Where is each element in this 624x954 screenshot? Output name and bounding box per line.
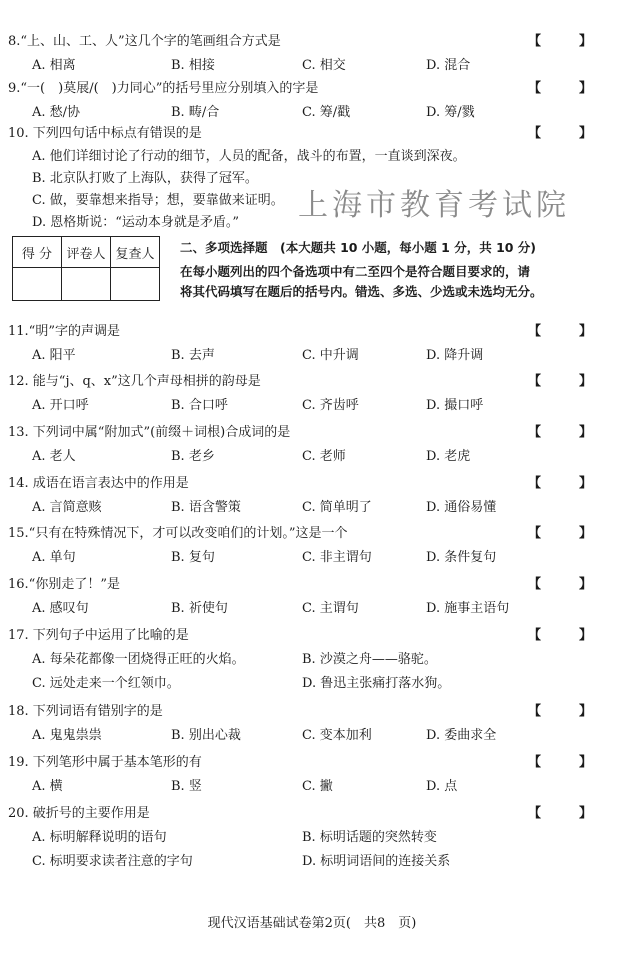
- score-header: 得 分: [13, 237, 62, 268]
- question-11: [8, 320, 618, 368]
- option-d: D. 标明词语间的连接关系: [302, 854, 451, 869]
- option-c: C. 远处走来一个红领巾。: [32, 676, 180, 691]
- option-b: B. 别出心裁: [171, 728, 241, 743]
- reviewer-cell: [111, 268, 160, 301]
- question-stem: 9.“一( )莫展/( )力同心”的括号里应分别填入的字是: [8, 81, 319, 96]
- option-c: C. 撇: [302, 779, 333, 794]
- option-a: A. 单句: [32, 550, 76, 565]
- option-b: B. 北京队打败了上海队，获得了冠军。: [32, 171, 258, 186]
- option-b: B. 复句: [171, 550, 215, 565]
- question-8: [8, 30, 618, 78]
- option-d: D. 点: [426, 779, 458, 794]
- question-stem: 11.“明”字的声调是: [8, 324, 120, 339]
- option-d: D. 撮口呼: [426, 398, 484, 413]
- option-a: A. 老人: [32, 449, 76, 464]
- option-c: C. 非主谓句: [302, 550, 372, 565]
- answer-bracket: 【 】: [528, 126, 592, 141]
- answer-bracket: 【 】: [528, 806, 592, 821]
- option-a: A. 标明解释说明的语句: [32, 830, 167, 845]
- option-c: C. 标明要求读者注意的字句: [32, 854, 193, 869]
- option-b: B. 相接: [171, 58, 215, 73]
- options-row: [8, 850, 618, 874]
- option-c: C. 老师: [302, 449, 346, 464]
- grader-header: 评卷人: [62, 237, 111, 268]
- option-c: C. 主谓句: [302, 601, 359, 616]
- question-20: [8, 802, 618, 874]
- option-b: B. 语含警策: [171, 500, 241, 515]
- options-row: [8, 724, 618, 748]
- option-a: A. 感叹句: [32, 601, 89, 616]
- option-a: A. 言简意赅: [32, 500, 102, 515]
- question-stem: 13. 下列词中属“附加式”(前缀＋词根)合成词的是: [8, 425, 291, 440]
- option-a: A. 他们详细讨论了行动的细节，人员的配备，战斗的布置，一直谈到深夜。: [32, 149, 466, 164]
- option-c: C. 筹/戳: [302, 105, 351, 120]
- watermark: 上海市教育考试院: [298, 188, 570, 223]
- answer-bracket: 【 】: [528, 755, 592, 770]
- option-d: D. 混合: [426, 58, 471, 73]
- option-b: B. 畴/合: [171, 105, 220, 120]
- question-stem: 14. 成语在语言表达中的作用是: [8, 476, 189, 491]
- option-b: B. 标明话题的突然转变: [302, 830, 437, 845]
- option-b: B. 祈使句: [171, 601, 228, 616]
- question-13: [8, 421, 618, 469]
- question-stem: 17. 下列句子中运用了比喻的是: [8, 628, 189, 643]
- question-9: [8, 77, 618, 125]
- answer-bracket: 【 】: [528, 81, 592, 96]
- options-row: [8, 445, 618, 469]
- grader-cell: [62, 268, 111, 301]
- question-stem: 18. 下列词语有错别字的是: [8, 704, 163, 719]
- options-row: [8, 775, 618, 799]
- question-stem: 10. 下列四句话中标点有错误的是: [8, 126, 202, 141]
- option-a: A. 横: [32, 779, 63, 794]
- option-d: D. 施事主语句: [426, 601, 510, 616]
- section-instructions: 在每小题列出的四个备选项中有二至四个是符合题目要求的，请: [180, 264, 531, 279]
- answer-bracket: 【 】: [528, 628, 592, 643]
- question-stem: 20. 破折号的主要作用是: [8, 806, 150, 821]
- answer-bracket: 【 】: [528, 526, 592, 541]
- options-row: [8, 826, 618, 850]
- option-b: B. 沙漠之舟——骆驼。: [302, 652, 437, 667]
- option-d: D. 老虎: [426, 449, 471, 464]
- options-row: [8, 648, 618, 672]
- question-stem: 8.“上、山、工、人”这几个字的笔画组合方式是: [8, 34, 281, 49]
- answer-bracket: 【 】: [528, 577, 592, 592]
- question-stem: 19. 下列笔形中属于基本笔形的有: [8, 755, 202, 770]
- question-12: [8, 370, 618, 418]
- option-a: A. 鬼鬼祟祟: [32, 728, 102, 743]
- question-stem: 12. 能与“j、q、x”这几个声母相拼的韵母是: [8, 374, 261, 389]
- option-a: A. 相离: [32, 58, 76, 73]
- option-b: B. 老乡: [171, 449, 215, 464]
- option-a: A. 愁/协: [32, 105, 81, 120]
- options-row: [8, 496, 618, 520]
- option-a: A. 阳平: [32, 348, 76, 363]
- question-17: [8, 624, 618, 696]
- option-b: B. 竖: [171, 779, 202, 794]
- question-stem: 16.“你别走了！”是: [8, 577, 120, 592]
- options-row: [8, 394, 618, 418]
- section-title: 二、多项选择题 (本大题共 10 小题，每小题 1 分，共 10 分): [180, 240, 537, 255]
- option-c: C. 齐齿呼: [302, 398, 359, 413]
- score-table: [12, 236, 160, 301]
- options-row: [8, 672, 618, 696]
- option-a: A. 开口呼: [32, 398, 89, 413]
- page-footer: 现代汉语基础试卷第2页( 共8 页): [207, 916, 417, 931]
- option-d: D. 筹/戮: [426, 105, 475, 120]
- question-14: [8, 472, 618, 520]
- option-a: A. 每朵花都像一团烧得正旺的火焰。: [32, 652, 245, 667]
- answer-bracket: 【 】: [528, 425, 592, 440]
- option-d: D. 鲁迅主张痛打落水狗。: [302, 676, 451, 691]
- option-c: C. 相交: [302, 58, 346, 73]
- option-c: C. 中升调: [302, 348, 359, 363]
- option-d: D. 条件复句: [426, 550, 497, 565]
- option-d: D. 降升调: [426, 348, 484, 363]
- options-row: [8, 344, 618, 368]
- option-c: C. 做，要靠想来指导；想，要靠做来证明。: [32, 193, 284, 208]
- question-15: [8, 522, 618, 570]
- options-row: [8, 546, 618, 570]
- score-cell: [13, 268, 62, 301]
- question-16: [8, 573, 618, 621]
- answer-bracket: 【 】: [528, 324, 592, 339]
- option-c: C. 简单明了: [302, 500, 372, 515]
- question-18: [8, 700, 618, 748]
- answer-bracket: 【 】: [528, 374, 592, 389]
- answer-bracket: 【 】: [528, 34, 592, 49]
- option-d: D. 委曲求全: [426, 728, 497, 743]
- answer-bracket: 【 】: [528, 704, 592, 719]
- question-19: [8, 751, 618, 799]
- option-d: D. 恩格斯说：“运动本身就是矛盾。”: [32, 215, 240, 230]
- answer-bracket: 【 】: [528, 476, 592, 491]
- option-c: C. 变本加利: [302, 728, 372, 743]
- reviewer-header: 复查人: [111, 237, 160, 268]
- section-instructions: 将其代码填写在题后的括号内。错选、多选、少选或未选均无分。: [180, 284, 543, 299]
- option-d: D. 通俗易懂: [426, 500, 497, 515]
- question-stem: 15.“只有在特殊情况下，才可以改变咱们的计划。”这是一个: [8, 526, 348, 541]
- options-row: [8, 597, 618, 621]
- option-b: B. 合口呼: [171, 398, 228, 413]
- option-b: B. 去声: [171, 348, 215, 363]
- options-row: [8, 54, 618, 78]
